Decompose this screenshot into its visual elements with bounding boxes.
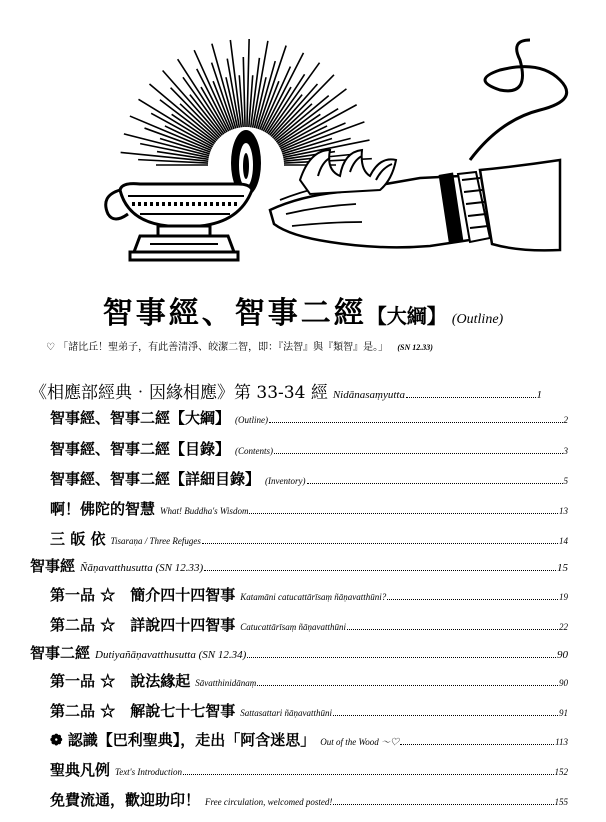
toc-entry-english: Sattasattari ñāṇavatthūni (240, 708, 332, 718)
toc-entry-chinese: 智事經、智事二經【大綱】 (50, 409, 231, 427)
toc-leader-dots (333, 804, 553, 805)
toc-entry-chinese: 第一品 ☆ 簡介四十四智事 (50, 586, 236, 604)
toc-leader-dots (307, 483, 563, 484)
toc-entry-chinese: 智事經 (30, 557, 76, 575)
page-title (0, 288, 606, 332)
toc-page-number: 13 (559, 506, 568, 516)
toc-page-number: 5 (563, 476, 568, 486)
oil-lamp (106, 184, 252, 260)
title-chinese: 智事經、智事二經 (102, 296, 367, 331)
toc-leader-dots (333, 715, 558, 716)
toc-entry-english: Out of the Wood ～♡ (320, 737, 399, 747)
toc-entry[interactable] (50, 789, 568, 810)
toc-entry-english: Text's Introduction (115, 767, 183, 777)
toc-entry[interactable] (50, 498, 568, 519)
toc-entry-chinese: 第二品 ☆ 詳說四十四智事 (50, 616, 236, 634)
toc-leader-dots (249, 513, 558, 514)
toc-entry-chinese: 第一品 ☆ 說法緣起 (50, 672, 191, 690)
toc-entry-english: (Inventory) (265, 476, 306, 486)
toc-entry-english: (Outline) (235, 415, 269, 425)
toc-entry[interactable] (50, 468, 568, 489)
toc-leader-dots (204, 570, 556, 571)
toc-entry-english: (Contents) (235, 446, 274, 456)
toc-entry-chinese: ❁ 認識【巴利聖典】，走出「阿含迷思」 (50, 731, 316, 749)
toc-page-number: 15 (557, 562, 568, 574)
toc-leader-dots (202, 543, 558, 544)
toc-page-number: 113 (555, 737, 568, 747)
toc-entry-chinese: 免費流通，歡迎助印！ (50, 791, 201, 809)
toc-page-number: 3 (563, 446, 568, 456)
title-bracket: 【大綱】 (366, 304, 447, 328)
toc-page-number: 1 (536, 389, 542, 401)
toc-entry[interactable] (50, 759, 568, 780)
title-english: (Outline) (451, 312, 504, 327)
toc-page-number: 14 (559, 536, 568, 546)
toc-page-number: 155 (554, 797, 568, 807)
toc-entry-english: Ñāṇavatthusutta (SN 12.33) (80, 562, 204, 574)
toc-entry-english: Dutiyañāṇavatthusutta (SN 12.34) (95, 649, 247, 661)
toc-entry-english: Catucattārīsaṃ ñāṇavatthūni (240, 622, 346, 632)
toc-leader-dots (387, 599, 558, 600)
toc-leader-dots (406, 397, 536, 398)
toc-leader-dots (247, 657, 556, 658)
toc-leader-dots (400, 744, 554, 745)
toc-entry-chinese: 第二品 ☆ 解說七十七智事 (50, 702, 236, 720)
toc-entry[interactable] (30, 555, 568, 576)
toc-page-number: 19 (559, 592, 568, 602)
toc-entry[interactable] (50, 584, 568, 605)
toc-entry-chinese: 智事經、智事二經【詳細目錄】 (50, 470, 261, 488)
toc-entry[interactable] (30, 642, 568, 663)
toc-entry-english: Tisaraṇa / Three Refuges (110, 536, 201, 546)
toc-entry[interactable] (50, 438, 568, 459)
toc-entry-chinese: 三 皈 依 (50, 530, 106, 548)
toc-entry[interactable] (30, 378, 542, 403)
toc-entry[interactable] (50, 729, 568, 750)
toc-page-number: 90 (559, 678, 568, 688)
toc-entry-english: What! Buddha's Wisdom (160, 506, 249, 516)
toc-entry-chinese: 聖典凡例 (50, 761, 111, 779)
toc-entry-chinese: 《相應部經典‧因緣相應》第 33-34 經 (30, 383, 328, 403)
quote-text: 「諸比丘！聖弟子，有此善清淨、皎潔二智，即：『法智』與『類智』是。」 (58, 342, 389, 353)
toc-entry[interactable] (50, 614, 568, 635)
smoke-curl (470, 40, 567, 160)
toc-entry-english: Sāvatthinidānaṃ (195, 678, 257, 688)
heart-outline-icon: ♡ (46, 342, 55, 353)
toc-entry-english: Katamāni catucattārīsaṃ ñāṇavatthūni? (240, 592, 387, 602)
scripture-quote (46, 338, 433, 353)
toc-page-number: 152 (554, 767, 568, 777)
toc-page-number: 90 (557, 649, 568, 661)
toc-entry-english: Nidānasaṃyutta (332, 389, 405, 401)
toc-entry-chinese: 智事經、智事二經【目錄】 (50, 440, 231, 458)
lamp-and-offering-hands-illustration (0, 0, 606, 280)
quote-reference: (SN 12.33) (397, 343, 433, 352)
toc-entry-chinese: 啊！佛陀的智慧 (50, 500, 156, 518)
toc-entry-english: Free circulation, welcomed posted! (205, 797, 333, 807)
toc-leader-dots (257, 685, 558, 686)
toc-leader-dots (274, 453, 562, 454)
toc-entry[interactable] (50, 528, 568, 549)
lotus-flower (300, 150, 396, 194)
toc-leader-dots (183, 774, 553, 775)
toc-entry[interactable] (50, 700, 568, 721)
toc-leader-dots (347, 629, 558, 630)
toc-entry-chinese: 智事二經 (30, 644, 91, 662)
toc-page-number: 22 (559, 622, 568, 632)
toc-leader-dots (269, 422, 562, 423)
toc-entry[interactable] (50, 670, 568, 691)
toc-page-number: 91 (559, 708, 568, 718)
toc-entry[interactable] (50, 407, 568, 428)
toc-page-number: 2 (563, 415, 568, 425)
